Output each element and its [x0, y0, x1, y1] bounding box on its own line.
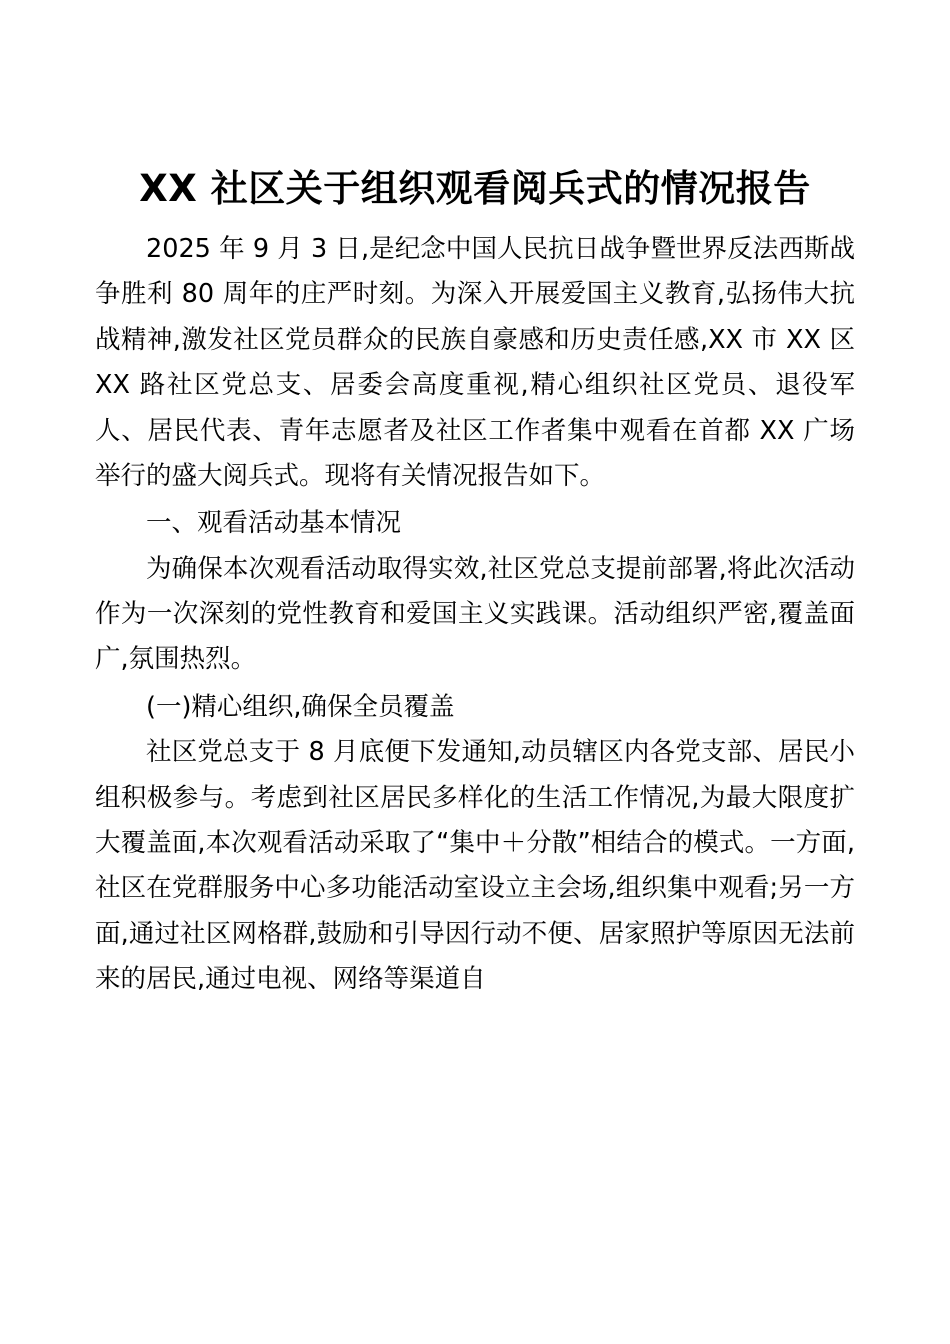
subsection-heading-1: (一)精心组织,确保全员覆盖 [146, 691, 455, 722]
page-title: XX 社区关于组织观看阅兵式的情况报告 [139, 167, 811, 210]
section-heading-1: 一、观看活动基本情况 [146, 508, 402, 539]
paragraph-intro: 2025 年 9 月 3 日,是纪念中国人民抗日战争暨世界反法西斯战争胜利 80 周年的庄严时刻。为深入开展爱国主义教育,弘扬伟大抗战精神,激发社区党员群众的民族自豪感和历史责任感,XX 市 XX 区 XX 路社区党总支、居委会高度重视,精心组织社区党员、退役军人、居民代表、青年志愿者及社区工作者集中观看在首都 XX 广场举行的盛大阅兵式。现将有关情况报告如下。 [95, 234, 855, 491]
paragraph-section-intro: 为确保本次观看活动取得实效,社区党总支提前部署,将此次活动作为一次深刻的党性教育和爱国主义实践课。活动组织严密,覆盖面广,氛围热烈。 [95, 553, 855, 675]
paragraph-subsection-body: 社区党总支于 8 月底便下发通知,动员辖区内各党支部、居民小组积极参与。考虑到社区居民多样化的生活工作情况,为最大限度扩大覆盖面,本次观看活动采取了“集中＋分散”相结合的模式。一方面,社区在党群服务中心多功能活动室设立主会场,组织集中观看;另一方面,通过社区网格群,鼓励和引导因行动不便、居家照护等原因无法前来的居民,通过电视、网络等渠道自 [95, 737, 855, 995]
